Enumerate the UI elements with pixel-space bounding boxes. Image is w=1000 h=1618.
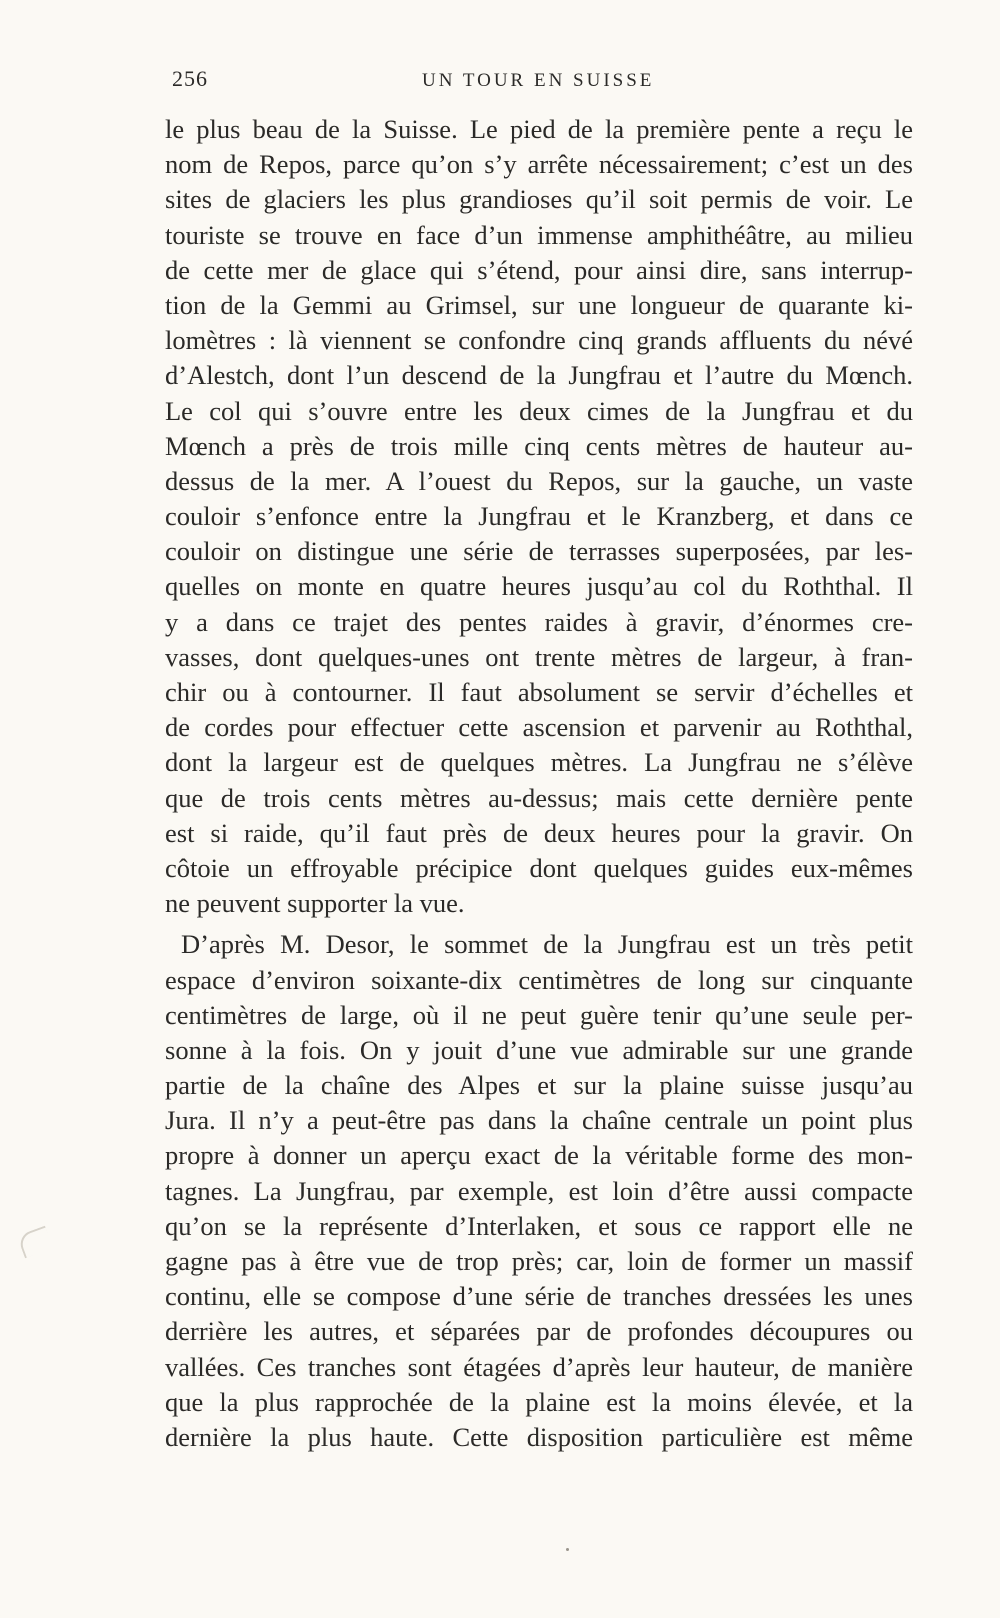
text-line: côtoie un effroyable précipice dont quelques guides eux-mêmes <box>165 852 913 883</box>
text-line: dont la largeur est de quelques mètres. La Jungfrau ne s’élève <box>165 747 913 778</box>
text-line: gagne pas à être vue de trop près; car, loin de former un massif <box>165 1246 913 1276</box>
text-line: de cordes pour effectuer cette ascension et parvenir au Roththal, <box>165 712 913 743</box>
text-line: continu, elle se compose d’une série de tranches dressées les unes <box>165 1281 913 1312</box>
text-line: sonne à la fois. On y jouit d’une vue admirable sur une grande <box>165 1034 913 1065</box>
text-line: sites de glaciers les plus grandioses qu’il soit permis de voir. Le <box>165 184 913 215</box>
text-line: de cette mer de glace qui s’étend, pour ainsi dire, sans interrup- <box>165 254 913 285</box>
text-line: vallées. Ces tranches sont étagées d’après leur hauteur, de manière <box>165 1351 913 1382</box>
running-title: UN TOUR EN SUISSE <box>422 70 655 91</box>
text-line: dernière la plus haute. Cette disposition particulière est même <box>165 1421 913 1452</box>
text-line: le plus beau de la Suisse. Le pied de la première pente a reçu le <box>165 114 913 144</box>
text-line: touriste se trouve en face d’un immense amphithéâtre, au milieu <box>165 219 913 250</box>
text-line: nom de Repos, parce qu’on s’y arrête nécessairement; c’est un des <box>165 149 913 180</box>
text-line: tion de la Gemmi au Grimsel, sur une longueur de quarante ki- <box>165 289 913 320</box>
paragraph-first-line: D’après M. Desor, le sommet de la Jungfrau est un très petit <box>181 929 913 960</box>
text-line: dessus de la mer. A l’ouest du Repos, sur la gauche, un vaste <box>165 465 913 496</box>
text-line: d’Alestch, dont l’un descend de la Jungfrau et l’autre du Mœnch. <box>165 360 913 391</box>
text-line: espace d’environ soixante-dix centimètres de long sur cinquante <box>165 964 913 995</box>
margin-mark <box>17 1226 53 1259</box>
text-line: centimètres de large, où il ne peut guère tenir qu’une seule per- <box>165 999 913 1030</box>
text-line: Le col qui s’ouvre entre les deux cimes de la Jungfrau et du <box>165 395 913 426</box>
text-line: que de trois cents mètres au-dessus; mais cette dernière pente <box>165 782 913 813</box>
text-line: couloir on distingue une série de terrasses superposées, par les- <box>165 536 913 567</box>
text-line: qu’on se la représente d’Interlaken, et sous ce rapport elle ne <box>165 1210 913 1241</box>
text-line: que la plus rapprochée de la plaine est la moins élevée, et la <box>165 1386 913 1417</box>
text-line: y a dans ce trajet des pentes raides à gravir, d’énormes cre- <box>165 606 913 637</box>
text-line: lomètres : là viennent se confondre cinq grands affluents du névé <box>165 325 913 356</box>
text-line: chir ou à contourner. Il faut absolument se servir d’échelles et <box>165 677 913 707</box>
paragraph-last-line: ne peuvent supporter la vue. <box>165 888 465 919</box>
running-head <box>172 66 912 96</box>
text-line: Mœnch a près de trois mille cinq cents mètres de hauteur au- <box>165 430 913 461</box>
text-line: couloir s’enfonce entre la Jungfrau et le Kranzberg, et dans ce <box>165 501 913 532</box>
text-line: partie de la chaîne des Alpes et sur la plaine suisse jusqu’au <box>165 1070 913 1101</box>
text-line: propre à donner un aperçu exact de la véritable forme des mon- <box>165 1140 913 1171</box>
text-line: Jura. Il n’y a peut-être pas dans la chaîne centrale un point plus <box>165 1105 913 1136</box>
text-line: vasses, dont quelques-unes ont trente mètres de largeur, à fran- <box>165 641 913 672</box>
text-line: derrière les autres, et séparées par de profondes découpures ou <box>165 1316 913 1347</box>
text-line: quelles on monte en quatre heures jusqu’au col du Roththal. Il <box>165 571 913 602</box>
text-line: tagnes. La Jungfrau, par exemple, est loin d’être aussi compacte <box>165 1175 913 1206</box>
ink-dot <box>566 1548 569 1551</box>
page-number: 256 <box>172 66 208 91</box>
body-text <box>165 112 913 1455</box>
text-line: est si raide, qu’il faut près de deux heures pour la gravir. On <box>165 817 913 848</box>
